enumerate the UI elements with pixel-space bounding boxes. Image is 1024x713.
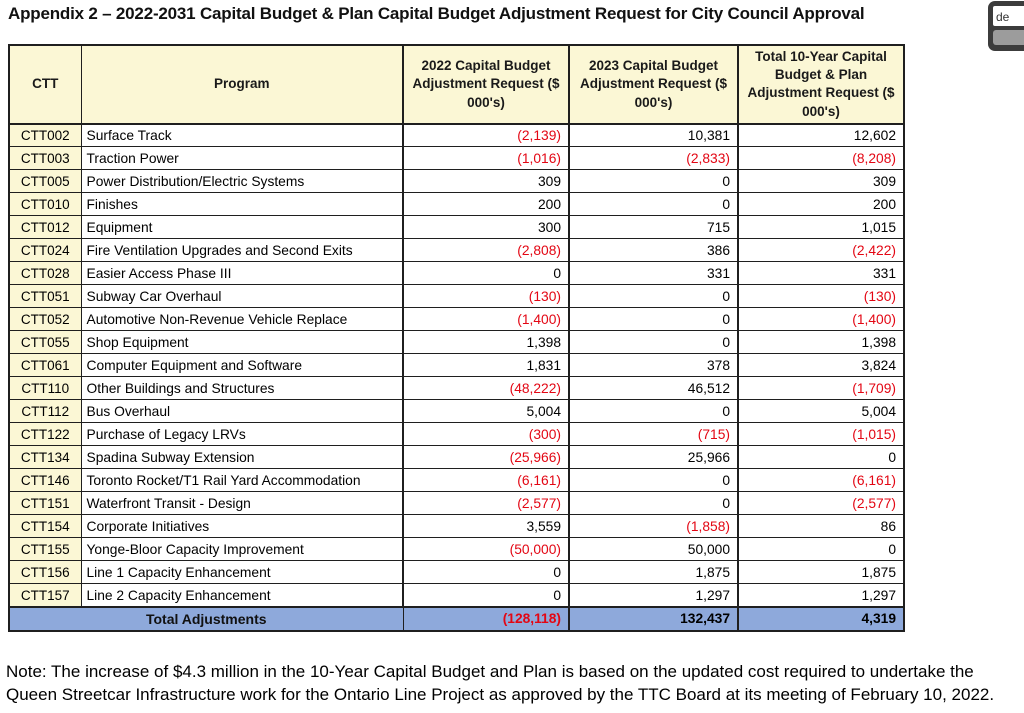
table-header (9, 45, 904, 124)
program-name: Shop Equipment (81, 331, 403, 354)
adj-2022-value: 0 (403, 584, 569, 607)
adj-2022-value: (300) (403, 423, 569, 446)
table-row (9, 469, 904, 492)
adj-2023-value: 715 (569, 216, 738, 239)
adj-2023-value: 50,000 (569, 538, 738, 561)
page-title: Appendix 2 – 2022-2031 Capital Budget & Plan Capital Budget Adjustment Request for City Council Approval (8, 4, 865, 23)
adj-2023-value: 1,875 (569, 561, 738, 584)
adj-10yr-total-value: (2,422) (738, 239, 904, 262)
table-row (9, 423, 904, 446)
adj-2022-value: 200 (403, 193, 569, 216)
adj-10yr-total-value: 200 (738, 193, 904, 216)
adj-10yr-total-value: (1,400) (738, 308, 904, 331)
overlay-widget-text: de (993, 6, 1024, 26)
adj-2022-value: (1,400) (403, 308, 569, 331)
column-header-program: Program (81, 45, 403, 124)
budget-table-body (9, 124, 904, 631)
adj-10yr-total-value: 1,875 (738, 561, 904, 584)
adj-10yr-total-value: 0 (738, 446, 904, 469)
adj-2022-value: 1,831 (403, 354, 569, 377)
table-row (9, 124, 904, 147)
adj-2023-value: 0 (569, 285, 738, 308)
adj-2023-value: 0 (569, 331, 738, 354)
table-row (9, 147, 904, 170)
ctt-code: CTT154 (9, 515, 81, 538)
footnote: Note: The increase of $4.3 million in the 10-Year Capital Budget and Plan is based on the updated cost required to undertake the Queen Streetcar Infrastructure work for the Ontario Line Project as approved by the TTC Board at its meeting of February 10, 2022. (6, 662, 995, 705)
program-name: Computer Equipment and Software (81, 354, 403, 377)
table-row (9, 400, 904, 423)
ctt-code: CTT134 (9, 446, 81, 469)
column-header-2022-adjustment: 2022 Capital Budget Adjustment Request ($ 000's) (403, 45, 569, 124)
ctt-code: CTT061 (9, 354, 81, 377)
total-adj-2023-value: 132,437 (569, 607, 738, 631)
adj-10yr-total-value: 1,297 (738, 584, 904, 607)
adj-2023-value: 0 (569, 170, 738, 193)
ctt-code: CTT002 (9, 124, 81, 147)
adj-2023-value: (1,858) (569, 515, 738, 538)
program-name: Spadina Subway Extension (81, 446, 403, 469)
budget-adjustment-table (8, 44, 905, 632)
program-name: Line 1 Capacity Enhancement (81, 561, 403, 584)
ctt-code: CTT010 (9, 193, 81, 216)
table-row (9, 308, 904, 331)
adj-10yr-total-value: 331 (738, 262, 904, 285)
table-row (9, 492, 904, 515)
adj-2023-value: 46,512 (569, 377, 738, 400)
total-adj-2022-value: (128,118) (403, 607, 569, 631)
ctt-code: CTT024 (9, 239, 81, 262)
adj-2023-value: (2,833) (569, 147, 738, 170)
program-name: Bus Overhaul (81, 400, 403, 423)
adj-2022-value: (1,016) (403, 147, 569, 170)
ctt-code: CTT112 (9, 400, 81, 423)
adj-10yr-total-value: (1,015) (738, 423, 904, 446)
program-name: Waterfront Transit - Design (81, 492, 403, 515)
adj-10yr-total-value: (1,709) (738, 377, 904, 400)
adj-2023-value: 10,381 (569, 124, 738, 147)
ctt-code: CTT122 (9, 423, 81, 446)
ctt-code: CTT005 (9, 170, 81, 193)
table-row (9, 538, 904, 561)
program-name: Easier Access Phase III (81, 262, 403, 285)
program-name: Finishes (81, 193, 403, 216)
adj-2022-value: 300 (403, 216, 569, 239)
table-row (9, 354, 904, 377)
adj-2023-value: (715) (569, 423, 738, 446)
adj-2022-value: 1,398 (403, 331, 569, 354)
ctt-code: CTT157 (9, 584, 81, 607)
adj-2023-value: 386 (569, 239, 738, 262)
table-row (9, 170, 904, 193)
adj-10yr-total-value: (130) (738, 285, 904, 308)
program-name: Other Buildings and Structures (81, 377, 403, 400)
program-name: Automotive Non-Revenue Vehicle Replace (81, 308, 403, 331)
adj-10yr-total-value: 86 (738, 515, 904, 538)
ctt-code: CTT110 (9, 377, 81, 400)
adj-10yr-total-value: 12,602 (738, 124, 904, 147)
program-name: Purchase of Legacy LRVs (81, 423, 403, 446)
column-header-10-year-total: Total 10-Year Capital Budget & Plan Adjustment Request ($ 000's) (738, 45, 904, 124)
adj-10yr-total-value: 1,015 (738, 216, 904, 239)
total-adjustments-label: Total Adjustments (9, 607, 403, 631)
adj-2022-value: (48,222) (403, 377, 569, 400)
program-name: Yonge-Bloor Capacity Improvement (81, 538, 403, 561)
adj-2022-value: (2,808) (403, 239, 569, 262)
adj-10yr-total-value: 3,824 (738, 354, 904, 377)
adj-2022-value: (6,161) (403, 469, 569, 492)
table-row (9, 584, 904, 607)
adj-2022-value: 0 (403, 262, 569, 285)
table-row (9, 377, 904, 400)
ctt-code: CTT028 (9, 262, 81, 285)
table-row (9, 239, 904, 262)
program-name: Subway Car Overhaul (81, 285, 403, 308)
adj-10yr-total-value: (6,161) (738, 469, 904, 492)
adj-2023-value: 25,966 (569, 446, 738, 469)
ctt-code: CTT051 (9, 285, 81, 308)
program-name: Corporate Initiatives (81, 515, 403, 538)
adj-2022-value: (2,139) (403, 124, 569, 147)
total-adj-10yr-value: 4,319 (738, 607, 904, 631)
table-row (9, 262, 904, 285)
adj-10yr-total-value: 5,004 (738, 400, 904, 423)
table-row (9, 216, 904, 239)
adj-2023-value: 1,297 (569, 584, 738, 607)
adj-2023-value: 331 (569, 262, 738, 285)
total-adjustments-row (9, 607, 904, 631)
program-name: Traction Power (81, 147, 403, 170)
program-name: Power Distribution/Electric Systems (81, 170, 403, 193)
adj-2022-value: (2,577) (403, 492, 569, 515)
ctt-code: CTT156 (9, 561, 81, 584)
adj-2022-value: (130) (403, 285, 569, 308)
adj-10yr-total-value: 1,398 (738, 331, 904, 354)
adj-2022-value: 0 (403, 561, 569, 584)
table-row (9, 193, 904, 216)
adj-10yr-total-value: 0 (738, 538, 904, 561)
column-header-2023-adjustment: 2023 Capital Budget Adjustment Request ($ 000's) (569, 45, 738, 124)
ctt-code: CTT052 (9, 308, 81, 331)
overlay-widget (988, 1, 1024, 51)
ctt-code: CTT003 (9, 147, 81, 170)
adj-2023-value: 0 (569, 193, 738, 216)
ctt-code: CTT055 (9, 331, 81, 354)
ctt-code: CTT146 (9, 469, 81, 492)
table-row (9, 331, 904, 354)
adj-2023-value: 0 (569, 469, 738, 492)
adj-2022-value: (25,966) (403, 446, 569, 469)
adj-2022-value: 309 (403, 170, 569, 193)
adj-10yr-total-value: 309 (738, 170, 904, 193)
adj-2023-value: 0 (569, 492, 738, 515)
adj-10yr-total-value: (2,577) (738, 492, 904, 515)
ctt-code: CTT012 (9, 216, 81, 239)
adj-10yr-total-value: (8,208) (738, 147, 904, 170)
adj-2022-value: 5,004 (403, 400, 569, 423)
ctt-code: CTT151 (9, 492, 81, 515)
program-name: Fire Ventilation Upgrades and Second Exits (81, 239, 403, 262)
ctt-code: CTT155 (9, 538, 81, 561)
adj-2023-value: 0 (569, 308, 738, 331)
table-row (9, 446, 904, 469)
program-name: Surface Track (81, 124, 403, 147)
table-row (9, 561, 904, 584)
overlay-widget-button[interactable] (993, 30, 1024, 45)
table-row (9, 285, 904, 308)
adj-2023-value: 0 (569, 400, 738, 423)
adj-2023-value: 378 (569, 354, 738, 377)
program-name: Toronto Rocket/T1 Rail Yard Accommodation (81, 469, 403, 492)
program-name: Equipment (81, 216, 403, 239)
program-name: Line 2 Capacity Enhancement (81, 584, 403, 607)
column-header-ctt: CTT (9, 45, 81, 124)
adj-2022-value: (50,000) (403, 538, 569, 561)
table-row (9, 515, 904, 538)
adj-2022-value: 3,559 (403, 515, 569, 538)
